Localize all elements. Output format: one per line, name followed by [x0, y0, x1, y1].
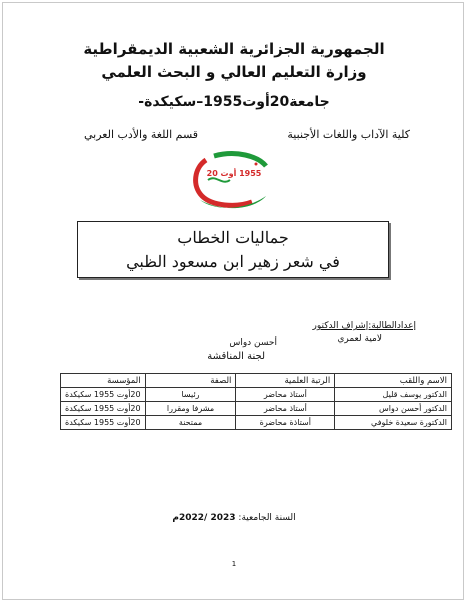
republic-heading: الجمهورية الجزائرية الشعبية الديمقراطية [83, 40, 385, 58]
table-row [61, 388, 452, 402]
logo-text: 1955 أوت 20 [206, 169, 262, 178]
table-row [61, 416, 452, 430]
student-name: لامية لعمري [337, 334, 382, 344]
jury-table [60, 373, 452, 430]
jury-role: ممتحنة [145, 416, 236, 430]
page-number: 1 [231, 560, 237, 568]
jury-name: الدكتور يوسف قليل [335, 388, 452, 402]
header-name: الاسم واللقب [335, 374, 452, 388]
academic-year-label: السنة الجامعية: [238, 513, 296, 523]
thesis-title-box [77, 221, 389, 278]
jury-institution: 20أوت 1955 سكيكدة [61, 402, 146, 416]
jury-name: الدكتورة سعيدة خلوفي [335, 416, 452, 430]
prepared-by-label: إعدادالطالبة:إشراف الدكتور [312, 321, 416, 331]
jury-rank: أستاذ محاضر [236, 402, 335, 416]
university-logo-icon [186, 150, 278, 212]
supervisor-name: أحسن دواس [229, 338, 277, 348]
jury-institution: 20أوت 1955 سكيكدة [61, 388, 146, 402]
jury-role: رئيسا [145, 388, 236, 402]
ministry-heading: وزارة التعليم العالي و البحث العلمي [101, 63, 367, 81]
thesis-title-line1: جماليات الخطاب [177, 228, 289, 247]
university-heading: جامعة20أوت1955–سكيكدة- [138, 94, 330, 110]
jury-name: الدكتور أحسن دواس [335, 402, 452, 416]
department-name: قسم اللغة والأدب العربي [84, 128, 199, 141]
jury-role: مشرفا ومقررا [145, 402, 236, 416]
jury-header-row [61, 374, 452, 388]
header-role: الصفة [145, 374, 236, 388]
jury-rank: أستاذة محاضرة [236, 416, 335, 430]
committee-label: لجنة المناقشة [207, 351, 265, 362]
academic-year [0, 513, 468, 523]
faculty-name: كلية الآداب واللغات الأجنبية [287, 128, 410, 141]
thesis-title-line2: في شعر زهير ابن مسعود الظبي [126, 252, 340, 271]
jury-institution: 20أوت 1955 سكيكدة [61, 416, 146, 430]
jury-rank: أستاذ محاضر [236, 388, 335, 402]
header-rank: الرتبة العلمية [236, 374, 335, 388]
header-institution: المؤسسة [61, 374, 146, 388]
academic-year-value: 2023 /2022م [172, 513, 236, 523]
table-row [61, 402, 452, 416]
